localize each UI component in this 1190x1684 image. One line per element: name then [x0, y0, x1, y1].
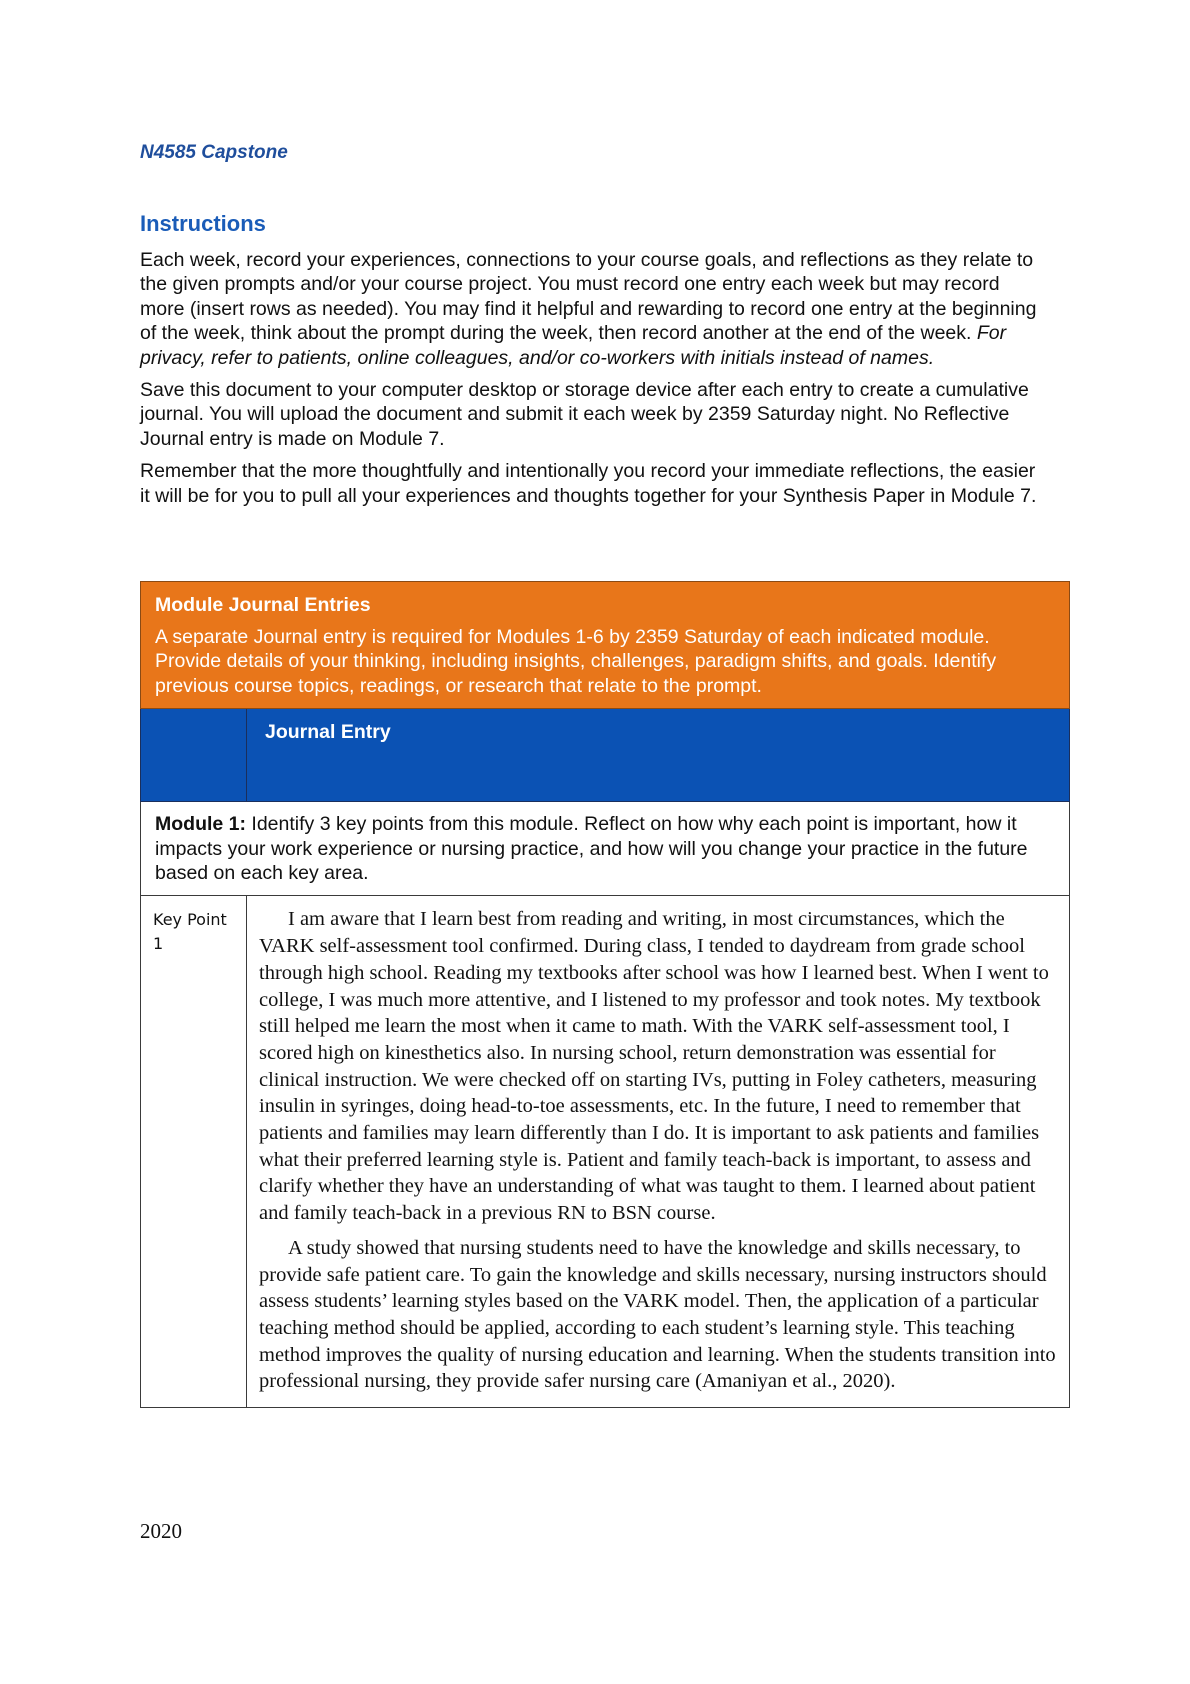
- key-point-1-row: [141, 896, 1070, 1408]
- module-1-prompt-row: [141, 802, 1070, 896]
- footer-year: 2020: [140, 1519, 182, 1543]
- key-point-1-paragraph-1: I am aware that I learn best from reading and writing, in most circumstances, which the VARK self-assessment tool confirmed. During class, I tended to daydream from grade school through high school. Reading my textbooks after school was how I learned best. When I went to college, I was much more attentive, and I listened to my professor and took notes. My textbook still helped me learn the most when it came to math. With the VARK self-assessment tool, I scored high on kinesthetics also. In nursing school, return demonstration was essential for clinical instruction. We were checked off on starting IVs, putting in Foley catheters, measuring insulin in syringes, doing head-to-toe assessments, etc. In the future, I need to remember that patients and families may learn differently than I do. It is important to ask patients and families what their preferred learning style is. Patient and family teach-back is important, to assess and clarify whether they have an understanding of what was taught to them. I learned about patient and family teach-back in a previous RN to BSN course.: [259, 908, 1049, 1225]
- course-title: N4585 Capstone: [140, 142, 288, 163]
- module-1-label: Module 1:: [155, 813, 246, 836]
- instructions-paragraph-3: Remember that the more thoughtfully and intentionally you record your immediate reflections, the easier it will be for you to pull all your experiences and thoughts together for your Synthesis Paper in Module 7.: [140, 460, 1037, 507]
- module-1-prompt: Identify 3 key points from this module. Reflect on how why each point is important, how it impacts your work experience or nursing practice, and how will you change your practice in the future based on each key area.: [155, 813, 1028, 885]
- journal-entry-header-blank: [141, 709, 247, 802]
- instructions-paragraph-2: Save this document to your computer desktop or storage device after each entry to create a cumulative journal. You will upload the document and submit it each week by 2359 Saturday night. No Reflective Journal entry is made on Module 7.: [140, 379, 1029, 450]
- module-1-prompt-cell: [141, 802, 1070, 896]
- instructions-body: [140, 248, 1040, 516]
- journal-table: [140, 581, 1070, 1408]
- module-entries-title: Module Journal Entries: [155, 594, 371, 616]
- key-point-1-label: Key Point 1: [141, 896, 247, 1408]
- instructions-heading: Instructions: [140, 211, 266, 236]
- key-point-1-paragraph-2: A study showed that nursing students need to have the knowledge and skills necessary, to provide safe patient care. To gain the knowledge and skills necessary, nursing instructors should assess students’ learning styles based on the VARK model. Then, the application of a particular teaching method should be applied, according to each student’s learning style. This teaching method improves the quality of nursing education and learning. When the students transition into professional nursing, they provide safer nursing care (Amaniyan et al., 2020).: [259, 1236, 1056, 1393]
- instructions-paragraph-1: [140, 248, 1040, 370]
- module-entries-row: [141, 582, 1070, 709]
- journal-entry-header: Journal Entry: [247, 709, 1070, 802]
- journal-entry-header-row: [141, 709, 1070, 802]
- key-point-1-entry[interactable]: [247, 896, 1070, 1408]
- module-entries-cell: [141, 582, 1070, 709]
- instructions-paragraph-1-text: Each week, record your experiences, connections to your course goals, and reflections as they relate to the given prompts and/or your course project. You must record one entry each week but may record more (insert rows as needed). You may find it helpful and rewarding to record one entry at the beginning of the week, think about the prompt during the week, then record another at the end of the week.: [140, 249, 1037, 345]
- module-entries-description: A separate Journal entry is required for Modules 1-6 by 2359 Saturday of each indicated module. Provide details of your thinking, including insights, challenges, paradigm shifts, and goals. Identify previous course topics, readings, or research that relate to the prompt.: [155, 626, 997, 697]
- privacy-note: For privacy, refer to patients, online colleagues, and/or co-workers with initials instead of names.: [140, 322, 1007, 369]
